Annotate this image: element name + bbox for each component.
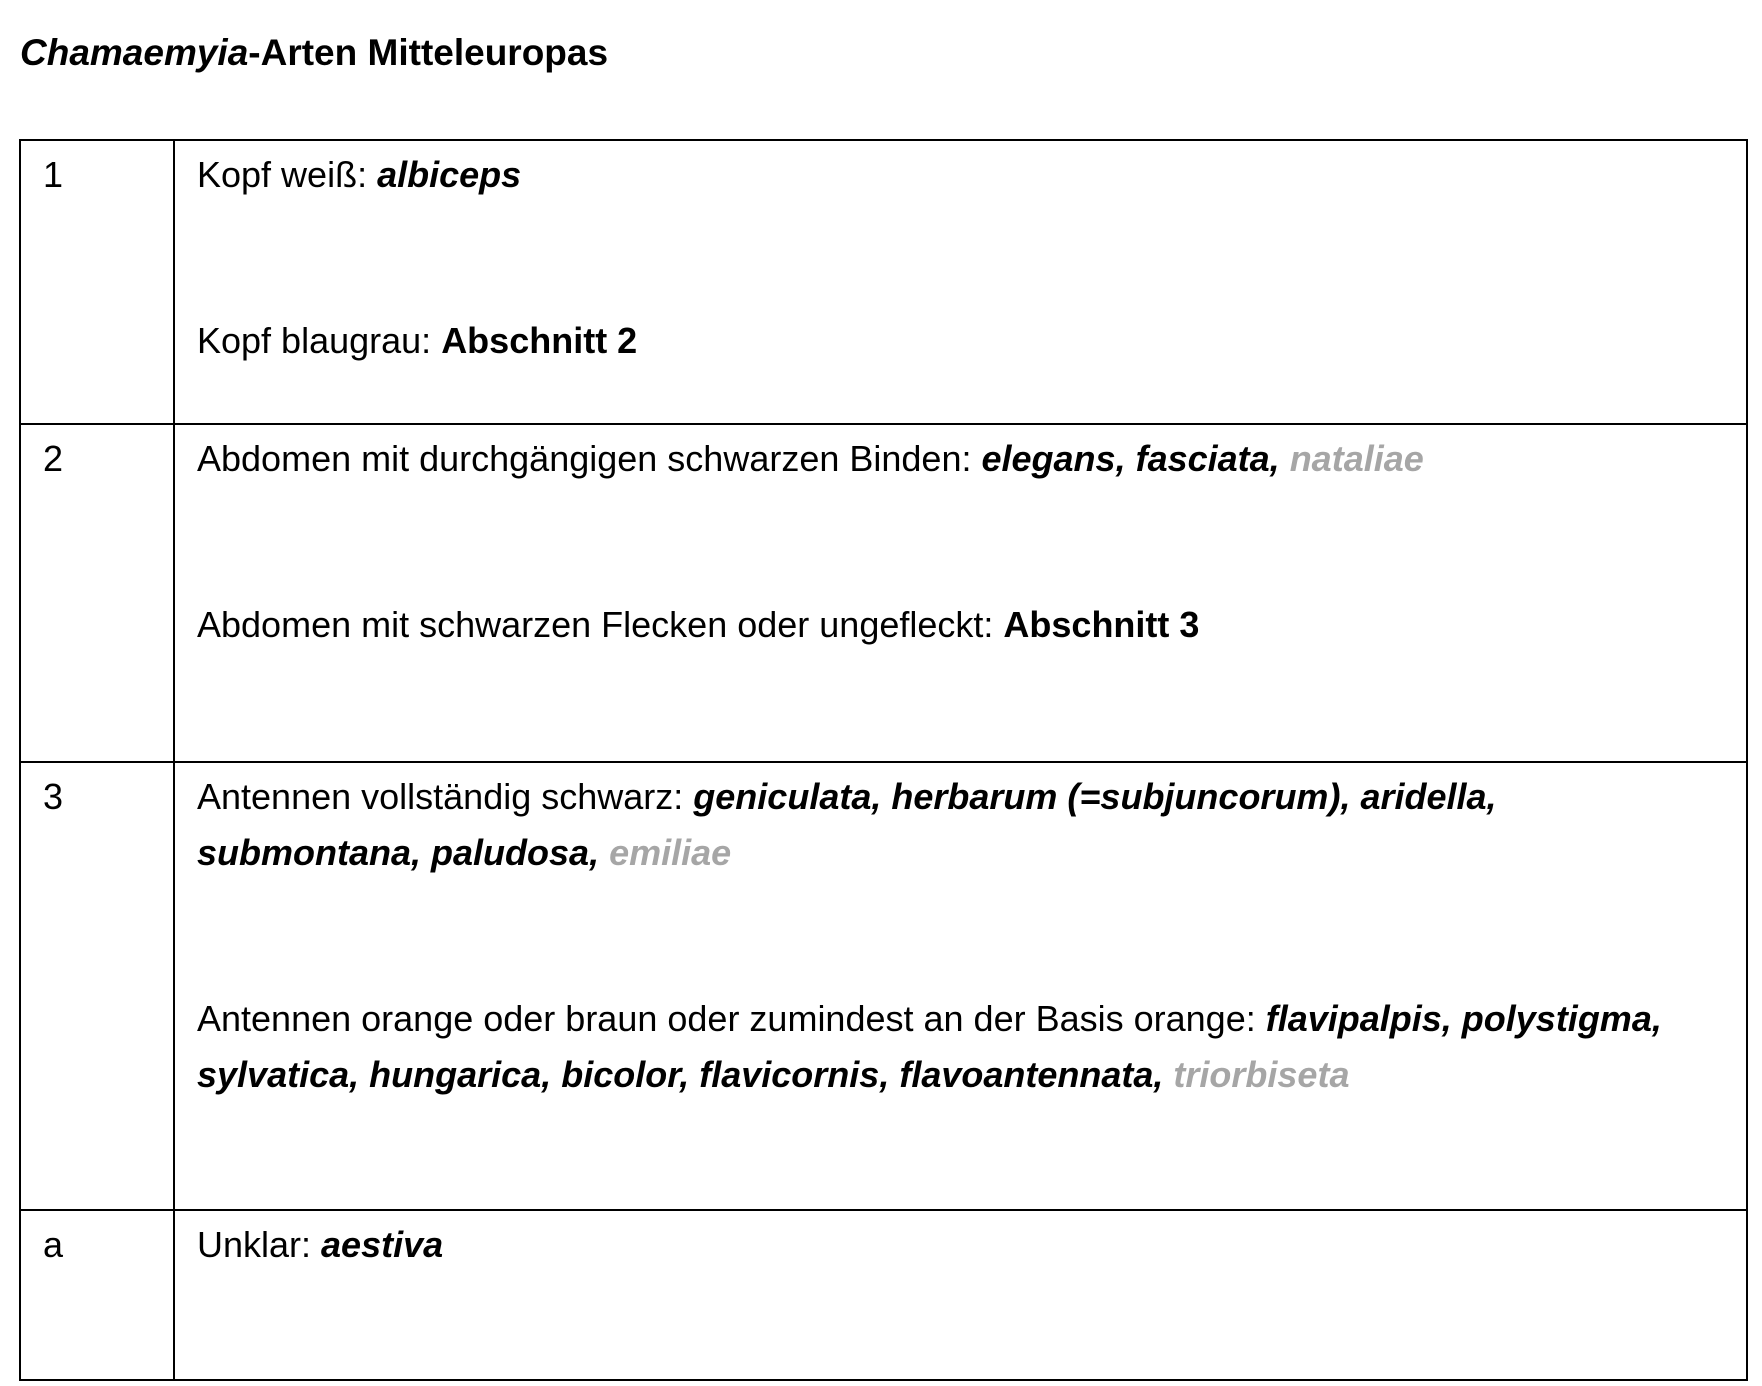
species-name: paludosa bbox=[431, 832, 590, 873]
key-row bbox=[20, 1210, 1747, 1380]
species-name: bicolor bbox=[561, 1054, 680, 1095]
couplet bbox=[197, 431, 1726, 487]
row-number: 3 bbox=[20, 762, 174, 1210]
species-separator: , bbox=[589, 832, 610, 873]
couplet-text: Abdomen mit durchgängigen schwarzen Binden: bbox=[197, 438, 982, 479]
key-row bbox=[20, 762, 1747, 1210]
identification-key-table bbox=[19, 139, 1748, 1381]
couplet-text: Antennen orange oder braun oder zumindest an der Basis orange: bbox=[197, 998, 1266, 1039]
species-name: submontana bbox=[197, 832, 412, 873]
species-separator: , bbox=[541, 1054, 562, 1095]
row-content bbox=[174, 424, 1747, 762]
species-name: albiceps bbox=[377, 154, 522, 195]
couplet-text: Unklar: bbox=[197, 1224, 322, 1265]
species-name: polystigma bbox=[1461, 998, 1652, 1039]
couplet-text: Kopf blaugrau: bbox=[197, 320, 442, 361]
row-number: 1 bbox=[20, 140, 174, 424]
row-content bbox=[174, 1210, 1747, 1380]
couplet bbox=[197, 597, 1726, 653]
couplet bbox=[197, 1217, 1726, 1273]
couplet bbox=[197, 991, 1726, 1103]
couplet bbox=[197, 769, 1726, 881]
species-name: fasciata bbox=[1135, 438, 1270, 479]
row-content bbox=[174, 140, 1747, 424]
couplet-text: Abdomen mit schwarzen Flecken oder ungefleckt: bbox=[197, 604, 1004, 645]
row-number: a bbox=[20, 1210, 174, 1380]
key-row bbox=[20, 424, 1747, 762]
species-name: sylvatica bbox=[197, 1054, 350, 1095]
species-name: elegans bbox=[981, 438, 1116, 479]
species-separator: , bbox=[349, 1054, 370, 1095]
title-rest: -Arten Mitteleuropas bbox=[248, 32, 609, 73]
species-separator: , bbox=[1153, 1054, 1174, 1095]
species-name-uncertain: nataliae bbox=[1289, 438, 1424, 479]
title-genus: Chamaemyia bbox=[20, 32, 249, 73]
couplet-text: Kopf weiß: bbox=[197, 154, 378, 195]
species-name: hungarica bbox=[369, 1054, 542, 1095]
lead-reference: Abschnitt 2 bbox=[441, 320, 638, 361]
species-name: geniculata bbox=[693, 776, 872, 817]
species-name: herbarum (=subjuncorum) bbox=[891, 776, 1341, 817]
key-row bbox=[20, 140, 1747, 424]
species-name-uncertain: emiliae bbox=[609, 832, 732, 873]
species-name: flavipalpis bbox=[1265, 998, 1442, 1039]
species-separator: , bbox=[1486, 776, 1497, 817]
species-separator: , bbox=[1115, 438, 1136, 479]
species-separator: , bbox=[1269, 438, 1290, 479]
species-separator: , bbox=[871, 776, 892, 817]
species-separator: , bbox=[1340, 776, 1361, 817]
species-name: aridella bbox=[1360, 776, 1487, 817]
species-separator: , bbox=[679, 1054, 700, 1095]
species-name-uncertain: triorbiseta bbox=[1173, 1054, 1350, 1095]
species-separator: , bbox=[1651, 998, 1662, 1039]
page-title bbox=[20, 28, 608, 78]
species-separator: , bbox=[1441, 998, 1462, 1039]
row-content bbox=[174, 762, 1747, 1210]
couplet-text: Antennen vollständig schwarz: bbox=[197, 776, 694, 817]
species-name: flavoantennata bbox=[899, 1054, 1154, 1095]
species-name: aestiva bbox=[321, 1224, 444, 1265]
species-separator: , bbox=[411, 832, 432, 873]
species-name: flavicornis bbox=[699, 1054, 880, 1095]
couplet bbox=[197, 147, 1726, 203]
row-number: 2 bbox=[20, 424, 174, 762]
lead-reference: Abschnitt 3 bbox=[1003, 604, 1200, 645]
species-separator: , bbox=[879, 1054, 900, 1095]
couplet bbox=[197, 313, 1726, 369]
